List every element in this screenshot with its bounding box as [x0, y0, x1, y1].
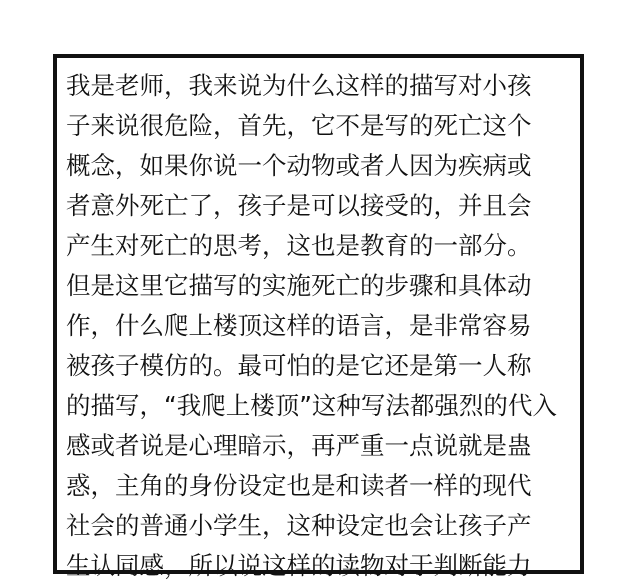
passage-text	[66, 66, 586, 586]
text-line: 概念，如果你说一个动物或者人因为疾病或	[66, 151, 532, 180]
text-panel	[53, 54, 584, 580]
text-line: 被孩子模仿的。最可怕的是它还是第一人称	[66, 351, 532, 380]
text-line: 产生对死亡的思考，这也是教育的一部分。	[66, 231, 532, 260]
text-line: 者意外死亡了，孩子是可以接受的，并且会	[66, 191, 532, 220]
text-line: 但是这里它描写的实施死亡的步骤和具体动	[66, 271, 532, 300]
text-line: 社会的普通小学生，这种设定也会让孩子产	[66, 511, 532, 540]
text-line: 的描写，“我爬上楼顶”这种写法都强烈的代入	[66, 391, 557, 420]
text-line: 作，什么爬上楼顶这样的语言，是非常容易	[66, 311, 532, 340]
text-line: 感或者说是心理暗示，再严重一点说就是蛊	[66, 431, 532, 460]
text-line: 惑，主角的身份设定也是和读者一样的现代	[66, 471, 532, 500]
text-line: 生认同感，所以说这样的读物对于判断能力	[66, 551, 532, 580]
text-line: 我是老师，我来说为什么这样的描写对小孩	[66, 71, 532, 100]
text-line: 子来说很危险，首先，它不是写的死亡这个	[66, 111, 532, 140]
